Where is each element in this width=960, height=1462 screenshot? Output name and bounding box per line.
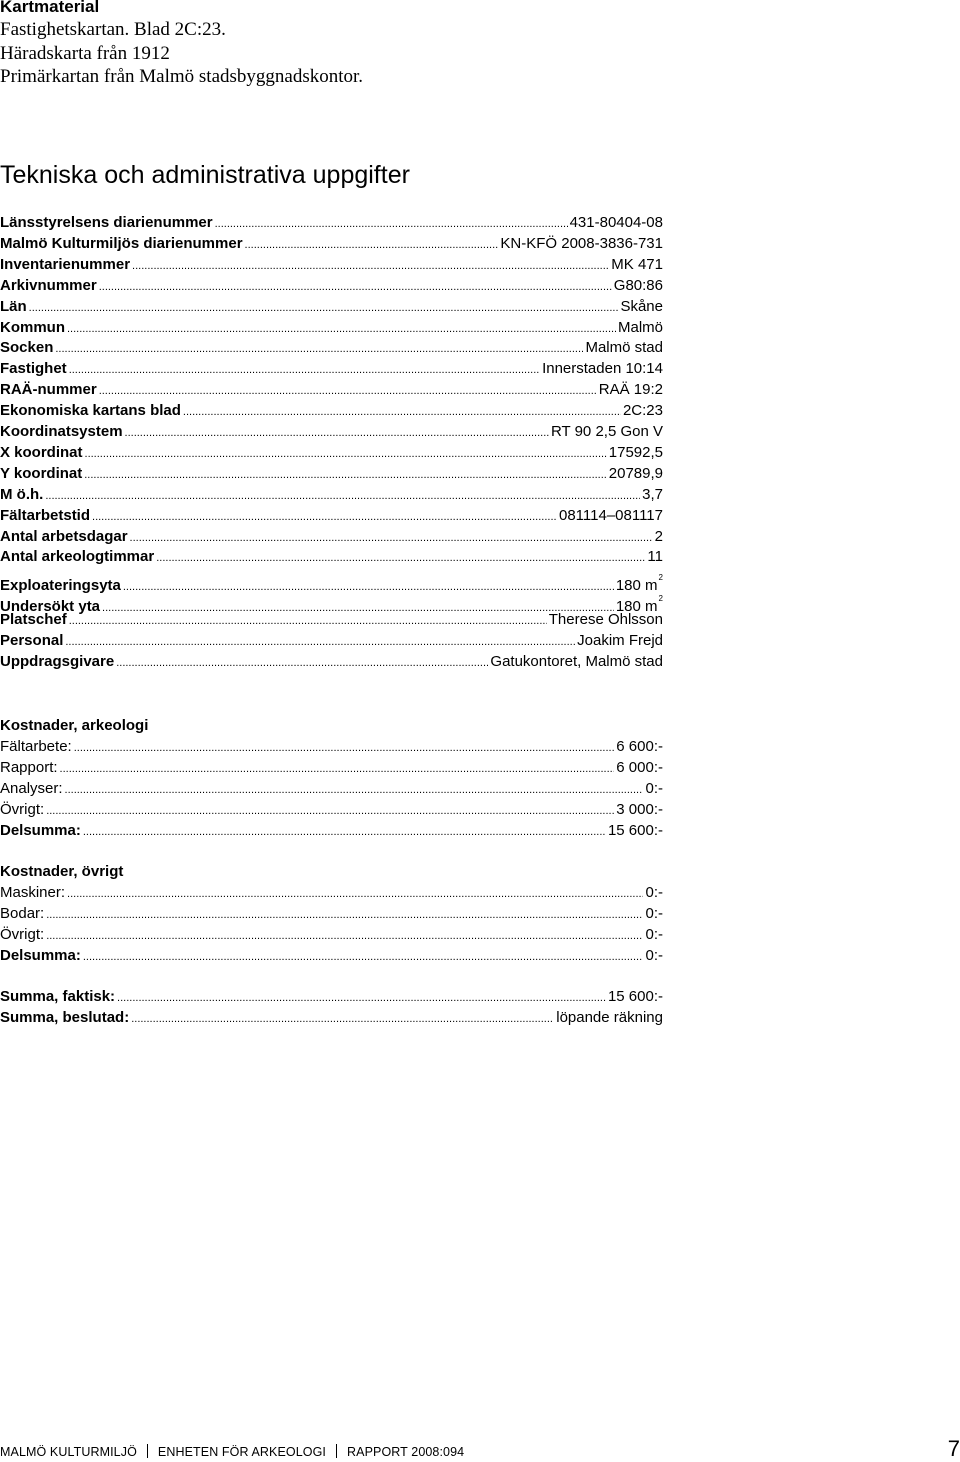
footer-separator (147, 1444, 148, 1458)
info-row (0, 1007, 663, 1028)
row-label: Ekonomiska kartans blad (0, 402, 181, 420)
row-value (559, 505, 663, 526)
kartmaterial-line: Fastighetskartan. Blad 2C:23. (0, 19, 226, 40)
dot-leader (92, 505, 557, 528)
row-value-text: 15 600:- (607, 822, 663, 839)
tekniska-heading: Tekniska och administrativa uppgifter (0, 161, 410, 189)
row-value-text: Joakim Frejd (577, 632, 663, 649)
dot-leader (83, 820, 606, 843)
info-row (0, 505, 663, 526)
row-value (585, 337, 663, 358)
row-value-text: 180 m (615, 577, 658, 595)
footer-item: RAPPORT 2008:094 (347, 1445, 465, 1459)
dot-leader (46, 924, 643, 947)
row-value-text: 081114–081117 (559, 506, 663, 524)
row-label: Fältarbetstid (0, 506, 91, 524)
row-label: Län (0, 297, 27, 315)
info-row (0, 945, 663, 966)
row-value-text: 0:- (645, 780, 663, 797)
row-value-text: KN-KFÖ 2008-3836-731 (500, 234, 663, 252)
dot-leader (69, 358, 540, 381)
dot-leader (85, 442, 607, 465)
row-value-text: 20789,9 (608, 464, 663, 482)
info-row (0, 924, 663, 945)
row-label: Delsumma: (0, 822, 81, 839)
row-value-text: 180 m (615, 598, 658, 616)
info-row (0, 484, 663, 505)
row-value (500, 233, 663, 254)
dot-leader (132, 254, 609, 277)
row-label: Fältarbete: (0, 738, 72, 755)
info-row (0, 526, 663, 547)
row-value-text: G80:86 (613, 276, 663, 294)
dot-leader (99, 379, 597, 402)
row-value (618, 317, 663, 338)
row-value (616, 799, 663, 820)
row-label: M ö.h. (0, 485, 44, 503)
dot-leader (45, 484, 640, 507)
row-value-text: 11 (647, 548, 663, 566)
row-value (542, 358, 663, 379)
info-row (0, 296, 663, 317)
footer-item: ENHETEN FÖR ARKEOLOGI (157, 1445, 327, 1459)
dot-leader (60, 757, 615, 780)
info-row (0, 651, 663, 672)
row-label: Analyser: (0, 780, 63, 797)
row-value (616, 757, 663, 778)
row-value-text: 3 000:- (616, 801, 663, 818)
row-value-text: RT 90 2,5 Gon V (550, 423, 663, 440)
row-value (608, 820, 663, 841)
info-row (0, 442, 663, 463)
kartmaterial-line: Primärkartan från Malmö stadsbyggnadskontor. (0, 66, 364, 87)
row-value (609, 442, 663, 463)
row-value-text: 6 600:- (616, 738, 663, 755)
kostnader-ovrigt-heading: Kostnader, övrigt (0, 863, 124, 880)
info-row (0, 212, 663, 233)
dot-leader (183, 400, 621, 423)
row-value (655, 526, 663, 547)
kartmaterial-heading: Kartmaterial (0, 0, 100, 16)
row-value (551, 421, 663, 442)
kostnader-arkeologi-heading: Kostnader, arkeologi (0, 717, 149, 734)
info-row (0, 567, 663, 595)
footer-separator (336, 1444, 337, 1458)
row-value (608, 986, 663, 1007)
info-row (0, 820, 663, 841)
row-value (616, 736, 663, 757)
dot-leader (29, 296, 619, 319)
row-label: Socken (0, 339, 54, 357)
row-label: Platschef (0, 611, 67, 629)
row-label: Malmö Kulturmiljös diarienummer (0, 234, 243, 252)
row-value-text: 0:- (645, 905, 663, 922)
dot-leader (69, 609, 547, 632)
row-value-text: 0:- (645, 947, 663, 964)
dot-leader (46, 903, 643, 926)
info-row (0, 358, 663, 379)
row-value-text: RAÄ 19:2 (598, 381, 663, 399)
row-label: Antal arkeologtimmar (0, 548, 155, 566)
row-value (645, 903, 663, 924)
dot-leader (245, 233, 499, 256)
row-label: Exploateringsyta (0, 577, 121, 595)
row-label: Fastighet (0, 360, 67, 378)
dot-leader (84, 463, 607, 486)
row-value-text: 431-80404-08 (569, 214, 663, 231)
row-value (642, 484, 663, 505)
row-value-text: Malmö (617, 318, 663, 336)
row-value (611, 254, 663, 275)
info-row (0, 609, 663, 630)
row-value-text: Gatukontoret, Malmö stad (490, 652, 663, 670)
row-label: Delsumma: (0, 947, 81, 964)
row-value-superscript: 2 (658, 573, 663, 583)
row-label: Personal (0, 632, 64, 649)
info-row (0, 757, 663, 778)
info-row (0, 546, 663, 567)
row-label: X koordinat (0, 443, 83, 461)
row-label: RAÄ-nummer (0, 381, 97, 399)
row-value (549, 609, 663, 630)
row-value (645, 945, 663, 966)
row-value (623, 400, 663, 421)
row-label: Övrigt: (0, 926, 45, 943)
dot-leader (65, 778, 644, 801)
row-label: Summa, beslutad: (0, 1009, 130, 1026)
info-row (0, 317, 663, 338)
row-label: Y koordinat (0, 464, 83, 482)
row-value-text: Malmö stad (585, 339, 663, 357)
info-row (0, 421, 663, 442)
row-value-text: 2 (654, 527, 663, 545)
row-value (645, 778, 663, 799)
info-row (0, 275, 663, 296)
row-value-text: Therese Ohlsson (548, 611, 663, 629)
info-row (0, 337, 663, 358)
info-row (0, 630, 663, 651)
info-row (0, 379, 663, 400)
dot-leader (55, 337, 583, 360)
row-value (647, 546, 663, 567)
dot-leader (116, 651, 488, 674)
dot-leader (156, 546, 645, 569)
footer-item: MALMÖ KULTURMILJÖ (0, 1445, 137, 1459)
dot-leader (215, 212, 568, 235)
info-row (0, 254, 663, 275)
dot-leader (125, 421, 549, 444)
dot-leader (74, 736, 615, 759)
row-label: Uppdragsgivare (0, 652, 115, 670)
row-label: Koordinatsystem (0, 423, 123, 440)
row-value-text: Innerstaden 10:14 (542, 360, 663, 378)
row-label: Inventarienummer (0, 255, 131, 273)
row-label: Maskiner: (0, 884, 66, 901)
page-footer (0, 1444, 464, 1459)
row-value-text: Skåne (620, 297, 663, 315)
row-value (556, 1007, 663, 1028)
row-value (490, 651, 663, 672)
dot-leader (46, 799, 614, 822)
row-value (614, 275, 663, 296)
row-value (599, 379, 663, 400)
row-label: Arkivnummer (0, 276, 97, 294)
row-label: Undersökt yta (0, 598, 101, 616)
kartmaterial-line: Häradskarta från 1912 (0, 43, 170, 64)
row-value (609, 463, 663, 484)
row-value (577, 630, 663, 651)
row-value-text: 0:- (645, 884, 663, 901)
info-row (0, 588, 663, 616)
dot-leader (67, 882, 643, 905)
dot-leader (67, 317, 616, 340)
row-value-text: 6 000:- (616, 759, 663, 776)
row-label: Kommun (0, 318, 65, 336)
row-value-text: 3,7 (642, 485, 663, 503)
row-value-superscript: 2 (658, 594, 663, 604)
row-value-text: löpande räkning (556, 1009, 663, 1026)
info-row (0, 736, 663, 757)
row-label: Övrigt: (0, 801, 45, 818)
row-value-text: MK 471 (611, 255, 663, 273)
row-value (645, 924, 663, 945)
row-label: Antal arbetsdagar (0, 527, 128, 545)
dot-leader (65, 630, 575, 653)
dot-leader (117, 986, 606, 1009)
row-value (645, 882, 663, 903)
row-value-text: 2C:23 (622, 402, 663, 420)
row-value (620, 296, 663, 317)
info-row (0, 463, 663, 484)
row-value (570, 212, 663, 233)
info-row (0, 903, 663, 924)
info-row (0, 882, 663, 903)
row-label: Rapport: (0, 759, 58, 776)
page-number: 7 (947, 1436, 960, 1461)
dot-leader (130, 526, 653, 549)
row-label: Summa, faktisk: (0, 988, 116, 1005)
row-label: Bodar: (0, 905, 45, 922)
info-row (0, 400, 663, 421)
row-value-text: 17592,5 (608, 443, 663, 461)
row-label: Länsstyrelsens diarienummer (0, 214, 213, 231)
info-row (0, 799, 663, 820)
info-row (0, 233, 663, 254)
info-row (0, 986, 663, 1007)
dot-leader (83, 945, 644, 968)
info-row (0, 778, 663, 799)
row-value-text: 0:- (645, 926, 663, 943)
dot-leader (131, 1007, 554, 1030)
row-value-text: 15 600:- (607, 988, 663, 1005)
dot-leader (99, 275, 612, 298)
